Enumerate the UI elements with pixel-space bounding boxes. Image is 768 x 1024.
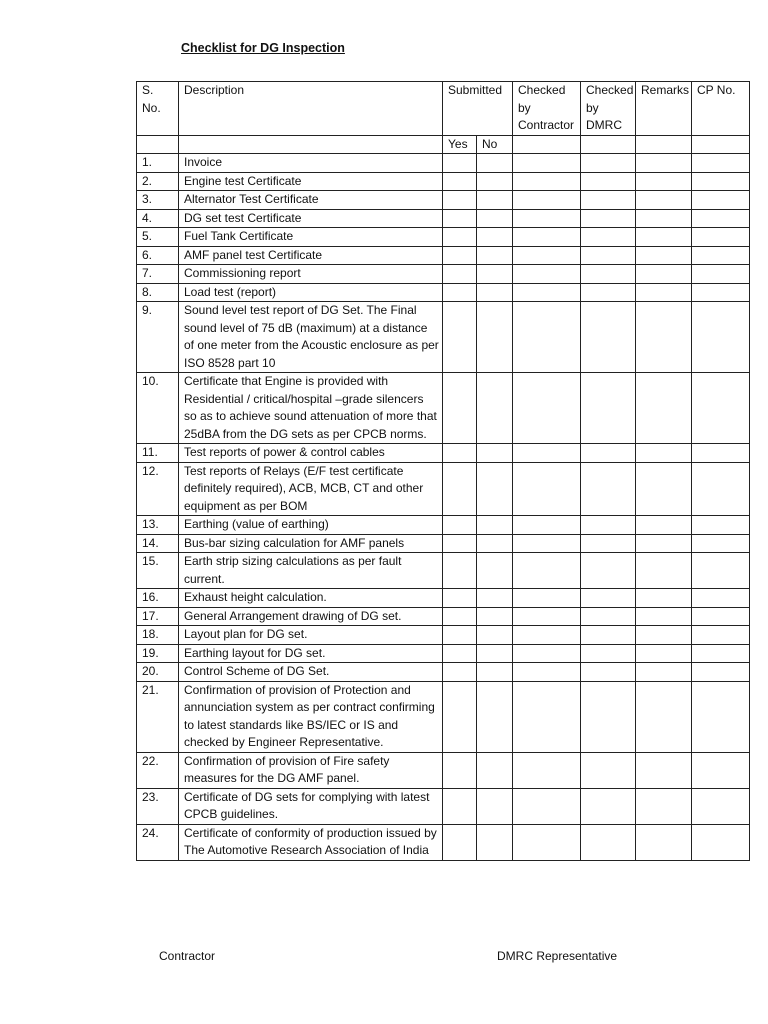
cp-no-cell: [692, 172, 750, 191]
checked-by-dmrc-cell: [581, 553, 636, 589]
remarks-cell: [636, 283, 692, 302]
row-serial-number: 22.: [137, 752, 179, 788]
checklist-row: [137, 444, 750, 463]
checked-by-contractor-cell: [513, 681, 581, 752]
remarks-cell: [636, 154, 692, 173]
cp-no-cell: [692, 681, 750, 752]
document-title: Checklist for DG Inspection: [181, 41, 345, 55]
remarks-cell: [636, 209, 692, 228]
subheader-empty: [179, 135, 443, 154]
row-serial-number: 20.: [137, 663, 179, 682]
checked-by-contractor-cell: [513, 607, 581, 626]
checklist-row: [137, 589, 750, 608]
submitted-yes-cell: [443, 265, 477, 284]
remarks-cell: [636, 788, 692, 824]
row-serial-number: 18.: [137, 626, 179, 645]
row-description: Earth strip sizing calculations as per fault current.: [179, 553, 443, 589]
submitted-no-cell: [477, 265, 513, 284]
remarks-cell: [636, 191, 692, 210]
checked-by-contractor-cell: [513, 228, 581, 247]
checked-by-contractor-cell: [513, 265, 581, 284]
row-description: General Arrangement drawing of DG set.: [179, 607, 443, 626]
cp-no-cell: [692, 626, 750, 645]
submitted-yes-cell: [443, 302, 477, 373]
submitted-no-cell: [477, 644, 513, 663]
submitted-yes-cell: [443, 644, 477, 663]
cp-no-cell: [692, 462, 750, 516]
row-description: Layout plan for DG set.: [179, 626, 443, 645]
submitted-no-cell: [477, 752, 513, 788]
subheader-empty: [137, 135, 179, 154]
submitted-yes-cell: [443, 752, 477, 788]
submitted-no-cell: [477, 191, 513, 210]
remarks-cell: [636, 644, 692, 663]
checked-by-dmrc-cell: [581, 228, 636, 247]
submitted-yes-cell: [443, 534, 477, 553]
checklist-row: [137, 191, 750, 210]
checked-by-dmrc-cell: [581, 516, 636, 535]
row-description: Test reports of power & control cables: [179, 444, 443, 463]
checked-by-dmrc-cell: [581, 824, 636, 860]
checklist-row: [137, 373, 750, 444]
remarks-cell: [636, 246, 692, 265]
checked-by-dmrc-cell: [581, 283, 636, 302]
submitted-yes-cell: [443, 516, 477, 535]
row-serial-number: 13.: [137, 516, 179, 535]
checked-by-dmrc-cell: [581, 681, 636, 752]
remarks-cell: [636, 663, 692, 682]
checklist-row: [137, 283, 750, 302]
dmrc-representative-signature-label: DMRC Representative: [497, 949, 618, 963]
cp-no-cell: [692, 191, 750, 210]
cp-no-cell: [692, 265, 750, 284]
remarks-cell: [636, 681, 692, 752]
row-serial-number: 2.: [137, 172, 179, 191]
contractor-signature-label: Contractor: [159, 949, 216, 963]
cp-no-cell: [692, 373, 750, 444]
subheader-row: [137, 135, 750, 154]
row-description: Certificate of DG sets for complying with latest CPCB guidelines.: [179, 788, 443, 824]
checked-by-contractor-cell: [513, 246, 581, 265]
row-description: Commissioning report: [179, 265, 443, 284]
submitted-yes-cell: [443, 681, 477, 752]
subheader-empty: [581, 135, 636, 154]
checked-by-dmrc-cell: [581, 663, 636, 682]
checklist-row: [137, 246, 750, 265]
checklist-row: [137, 209, 750, 228]
submitted-no-cell: [477, 283, 513, 302]
row-serial-number: 8.: [137, 283, 179, 302]
remarks-cell: [636, 265, 692, 284]
remarks-cell: [636, 373, 692, 444]
remarks-cell: [636, 462, 692, 516]
row-serial-number: 14.: [137, 534, 179, 553]
checked-by-contractor-cell: [513, 644, 581, 663]
checked-by-dmrc-cell: [581, 444, 636, 463]
checklist-row: [137, 681, 750, 752]
row-serial-number: 6.: [137, 246, 179, 265]
row-serial-number: 5.: [137, 228, 179, 247]
row-serial-number: 10.: [137, 373, 179, 444]
cp-no-cell: [692, 444, 750, 463]
submitted-no-cell: [477, 788, 513, 824]
cp-no-cell: [692, 246, 750, 265]
checked-by-dmrc-cell: [581, 265, 636, 284]
submitted-no-cell: [477, 172, 513, 191]
checked-by-contractor-cell: [513, 553, 581, 589]
row-serial-number: 23.: [137, 788, 179, 824]
checklist-row: [137, 154, 750, 173]
checked-by-contractor-cell: [513, 752, 581, 788]
checklist-body: [137, 154, 750, 861]
submitted-no-cell: [477, 228, 513, 247]
row-description: Earthing layout for DG set.: [179, 644, 443, 663]
checked-by-dmrc-cell: [581, 607, 636, 626]
submitted-no-cell: [477, 824, 513, 860]
checked-by-contractor-cell: [513, 283, 581, 302]
cp-no-cell: [692, 209, 750, 228]
checked-by-contractor-cell: [513, 788, 581, 824]
submitted-yes-cell: [443, 589, 477, 608]
row-serial-number: 7.: [137, 265, 179, 284]
submitted-no-cell: [477, 246, 513, 265]
row-description: DG set test Certificate: [179, 209, 443, 228]
header-checked-by-contractor: Checked by Contractor: [513, 82, 581, 136]
checked-by-contractor-cell: [513, 444, 581, 463]
checked-by-dmrc-cell: [581, 209, 636, 228]
submitted-yes-cell: [443, 228, 477, 247]
checked-by-dmrc-cell: [581, 534, 636, 553]
cp-no-cell: [692, 644, 750, 663]
checked-by-contractor-cell: [513, 626, 581, 645]
checklist-row: [137, 516, 750, 535]
row-description: Certificate that Engine is provided with Residential / critical/hospital –grade silencers so as to achieve sound attenuation of more that 25dBA from the DG sets as per CPCB norms.: [179, 373, 443, 444]
checklist-row: [137, 644, 750, 663]
cp-no-cell: [692, 534, 750, 553]
submitted-yes-cell: [443, 824, 477, 860]
checklist-row: [137, 302, 750, 373]
row-serial-number: 19.: [137, 644, 179, 663]
checked-by-contractor-cell: [513, 663, 581, 682]
cp-no-cell: [692, 663, 750, 682]
submitted-yes-cell: [443, 444, 477, 463]
checked-by-contractor-cell: [513, 373, 581, 444]
submitted-no-cell: [477, 373, 513, 444]
remarks-cell: [636, 824, 692, 860]
row-description: Confirmation of provision of Protection and annunciation system as per contract confirming to latest standards like BS/IEC or IS and checked by Engineer Representative.: [179, 681, 443, 752]
checked-by-dmrc-cell: [581, 626, 636, 645]
submitted-yes-cell: [443, 246, 477, 265]
cp-no-cell: [692, 589, 750, 608]
row-description: Exhaust height calculation.: [179, 589, 443, 608]
row-serial-number: 9.: [137, 302, 179, 373]
submitted-yes-cell: [443, 209, 477, 228]
checked-by-dmrc-cell: [581, 191, 636, 210]
header-submitted: Submitted: [443, 82, 513, 136]
row-description: Test reports of Relays (E/F test certificate definitely required), ACB, MCB, CT and other equipment as per BOM: [179, 462, 443, 516]
checked-by-contractor-cell: [513, 302, 581, 373]
row-serial-number: 16.: [137, 589, 179, 608]
submitted-no-cell: [477, 589, 513, 608]
submitted-yes-cell: [443, 373, 477, 444]
checklist-row: [137, 752, 750, 788]
submitted-no-cell: [477, 663, 513, 682]
submitted-no-cell: [477, 626, 513, 645]
row-description: Load test (report): [179, 283, 443, 302]
row-serial-number: 15.: [137, 553, 179, 589]
cp-no-cell: [692, 788, 750, 824]
checked-by-dmrc-cell: [581, 154, 636, 173]
cp-no-cell: [692, 154, 750, 173]
row-serial-number: 21.: [137, 681, 179, 752]
checked-by-dmrc-cell: [581, 246, 636, 265]
checked-by-dmrc-cell: [581, 373, 636, 444]
remarks-cell: [636, 589, 692, 608]
row-serial-number: 3.: [137, 191, 179, 210]
checked-by-contractor-cell: [513, 209, 581, 228]
inspection-checklist-table: [136, 81, 750, 861]
submitted-no-cell: [477, 607, 513, 626]
row-serial-number: 17.: [137, 607, 179, 626]
checked-by-contractor-cell: [513, 589, 581, 608]
submitted-yes-cell: [443, 607, 477, 626]
row-serial-number: 11.: [137, 444, 179, 463]
cp-no-cell: [692, 752, 750, 788]
row-description: Earthing (value of earthing): [179, 516, 443, 535]
submitted-no-cell: [477, 154, 513, 173]
cp-no-cell: [692, 516, 750, 535]
cp-no-cell: [692, 607, 750, 626]
checked-by-contractor-cell: [513, 154, 581, 173]
checklist-row: [137, 172, 750, 191]
checklist-row: [137, 788, 750, 824]
submitted-no-cell: [477, 553, 513, 589]
submitted-no-cell: [477, 444, 513, 463]
checked-by-dmrc-cell: [581, 788, 636, 824]
submitted-no-cell: [477, 462, 513, 516]
subheader-empty: [636, 135, 692, 154]
subheader-no: No: [477, 135, 513, 154]
checked-by-contractor-cell: [513, 516, 581, 535]
row-description: AMF panel test Certificate: [179, 246, 443, 265]
cp-no-cell: [692, 283, 750, 302]
remarks-cell: [636, 534, 692, 553]
subheader-yes: Yes: [443, 135, 477, 154]
submitted-yes-cell: [443, 172, 477, 191]
submitted-no-cell: [477, 534, 513, 553]
cp-no-cell: [692, 228, 750, 247]
checked-by-dmrc-cell: [581, 644, 636, 663]
checked-by-dmrc-cell: [581, 302, 636, 373]
checked-by-contractor-cell: [513, 824, 581, 860]
submitted-yes-cell: [443, 154, 477, 173]
submitted-yes-cell: [443, 626, 477, 645]
remarks-cell: [636, 553, 692, 589]
checklist-row: [137, 607, 750, 626]
header-remarks: Remarks: [636, 82, 692, 136]
submitted-yes-cell: [443, 663, 477, 682]
remarks-cell: [636, 607, 692, 626]
subheader-empty: [692, 135, 750, 154]
submitted-no-cell: [477, 681, 513, 752]
subheader-empty: [513, 135, 581, 154]
remarks-cell: [636, 516, 692, 535]
row-serial-number: 24.: [137, 824, 179, 860]
checklist-row: [137, 824, 750, 860]
remarks-cell: [636, 302, 692, 373]
remarks-cell: [636, 444, 692, 463]
checklist-row: [137, 462, 750, 516]
submitted-yes-cell: [443, 283, 477, 302]
row-description: Control Scheme of DG Set.: [179, 663, 443, 682]
submitted-no-cell: [477, 516, 513, 535]
row-serial-number: 12.: [137, 462, 179, 516]
remarks-cell: [636, 626, 692, 645]
checklist-row: [137, 553, 750, 589]
submitted-no-cell: [477, 209, 513, 228]
checked-by-dmrc-cell: [581, 752, 636, 788]
remarks-cell: [636, 752, 692, 788]
remarks-cell: [636, 172, 692, 191]
checked-by-contractor-cell: [513, 462, 581, 516]
cp-no-cell: [692, 824, 750, 860]
submitted-no-cell: [477, 302, 513, 373]
row-description: Alternator Test Certificate: [179, 191, 443, 210]
checked-by-dmrc-cell: [581, 172, 636, 191]
header-row: [137, 82, 750, 136]
submitted-yes-cell: [443, 553, 477, 589]
submitted-yes-cell: [443, 462, 477, 516]
checked-by-contractor-cell: [513, 534, 581, 553]
submitted-yes-cell: [443, 191, 477, 210]
header-checked-by-dmrc: Checked by DMRC: [581, 82, 636, 136]
checklist-row: [137, 663, 750, 682]
row-description: Certificate of conformity of production issued by The Automotive Research Association of India: [179, 824, 443, 860]
row-description: Fuel Tank Certificate: [179, 228, 443, 247]
cp-no-cell: [692, 553, 750, 589]
row-description: Engine test Certificate: [179, 172, 443, 191]
submitted-yes-cell: [443, 788, 477, 824]
checklist-row: [137, 626, 750, 645]
row-description: Bus-bar sizing calculation for AMF panels: [179, 534, 443, 553]
checked-by-dmrc-cell: [581, 462, 636, 516]
row-serial-number: 4.: [137, 209, 179, 228]
row-description: Sound level test report of DG Set. The Final sound level of 75 dB (maximum) at a distance of one meter from the Acoustic enclosure as per ISO 8528 part 10: [179, 302, 443, 373]
header-sno: S. No.: [137, 82, 179, 136]
header-description: Description: [179, 82, 443, 136]
checklist-row: [137, 265, 750, 284]
row-serial-number: 1.: [137, 154, 179, 173]
checked-by-dmrc-cell: [581, 589, 636, 608]
header-cp-no: CP No.: [692, 82, 750, 136]
checked-by-contractor-cell: [513, 172, 581, 191]
checked-by-contractor-cell: [513, 191, 581, 210]
row-description: Confirmation of provision of Fire safety measures for the DG AMF panel.: [179, 752, 443, 788]
checklist-row: [137, 228, 750, 247]
cp-no-cell: [692, 302, 750, 373]
remarks-cell: [636, 228, 692, 247]
checklist-row: [137, 534, 750, 553]
row-description: Invoice: [179, 154, 443, 173]
